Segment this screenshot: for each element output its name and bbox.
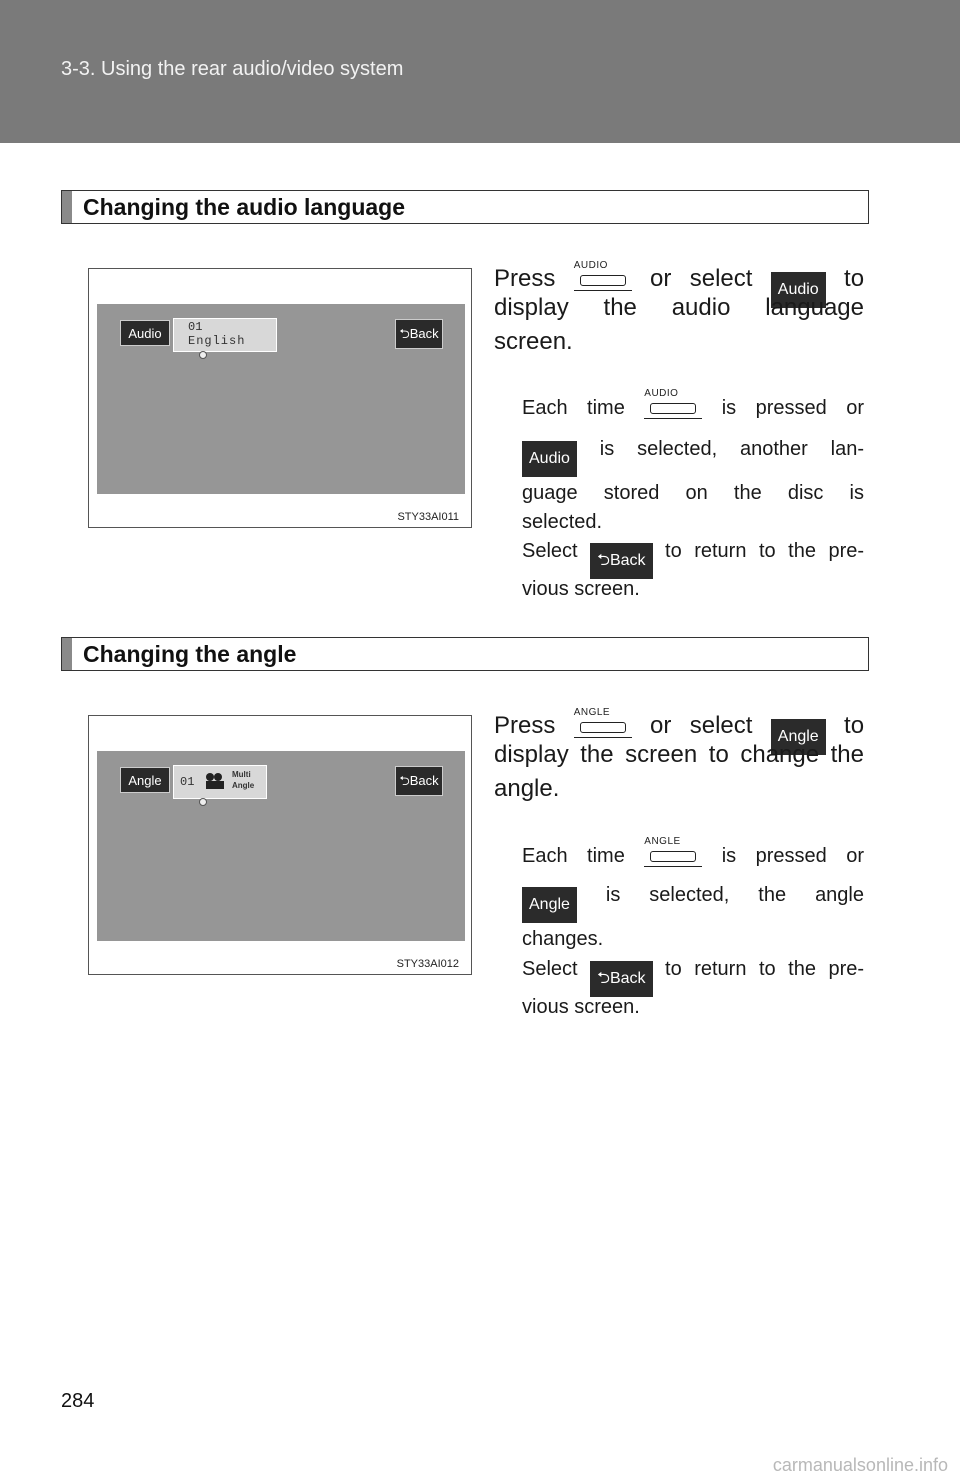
back-arrow-icon: ⮌ (399, 773, 410, 788)
osd-screen (97, 751, 465, 941)
osd-track-number: 01 (188, 320, 203, 334)
figure-audio-screen (88, 268, 472, 528)
osd-pointer (199, 798, 207, 806)
lead-paragraph-angle: Press ANGLE or select Angle to display the screen to change the angle. (494, 707, 865, 802)
back-screen-button-inline: ⮌Back (590, 543, 652, 579)
audio-screen-button-inline: Audio (522, 441, 577, 477)
osd-angle-number: 01 (180, 775, 195, 789)
back-screen-button-inline: ⮌Back (590, 961, 652, 997)
button-cap-icon (650, 403, 696, 414)
osd-audio-chip: Audio (120, 320, 170, 346)
osd-angle-label: Angle (232, 781, 255, 790)
section-title: Changing the angle (83, 641, 297, 667)
note-audio-cycle: Each time AUDIO is pressed or Audio is selected, another lan- guage stored on the disc is selected. (522, 388, 865, 533)
osd-language-panel (173, 318, 277, 352)
angle-screen-button-inline: Angle (522, 887, 577, 923)
page-header (0, 0, 960, 143)
osd-back-button: ⮌Back (395, 319, 443, 349)
osd-language-name: English (188, 334, 246, 348)
osd-multi-label: Multi (232, 770, 251, 779)
button-cap-icon (580, 275, 626, 286)
note-angle-back: Select ⮌Back to return to the pre- vious screen. (522, 958, 865, 1018)
watermark: carmanualsonline.info (772, 1455, 948, 1475)
note-angle-cycle: Each time ANGLE is pressed or Angle is selected, the angle changes. (522, 836, 865, 950)
back-arrow-icon: ⮌ (597, 970, 610, 987)
section-heading-audio-language (61, 190, 869, 224)
section-heading-angle (61, 637, 869, 671)
figure-angle-screen (88, 715, 472, 975)
page-number: 284 (61, 1390, 95, 1412)
osd-back-button: ⮌Back (395, 766, 443, 796)
section-title: Changing the audio language (83, 194, 405, 220)
osd-pointer (199, 351, 207, 359)
audio-hardware-button-inline: AUDIO (644, 388, 702, 420)
figure-id: STY33AI011 (397, 511, 459, 523)
osd-angle-chip: Angle (120, 767, 170, 793)
audio-screen-button: Audio (771, 272, 826, 308)
osd-angle-panel (173, 765, 267, 799)
camera-icon (204, 772, 226, 792)
angle-hardware-button-inline: ANGLE (644, 836, 702, 868)
heading-marker (62, 191, 72, 223)
button-cap-icon (650, 851, 696, 862)
back-arrow-icon: ⮌ (399, 326, 410, 341)
figure-id: STY33AI012 (396, 958, 459, 970)
osd-screen (97, 304, 465, 494)
angle-screen-button: Angle (771, 719, 826, 755)
back-arrow-icon: ⮌ (597, 552, 610, 569)
chapter-title: 3-3. Using the rear audio/video system (61, 58, 404, 80)
lead-paragraph-audio: Press AUDIO or select Audio to display the audio language screen. (494, 260, 865, 355)
button-cap-icon (580, 722, 626, 733)
audio-hardware-button: AUDIO (574, 260, 632, 292)
heading-marker (62, 638, 72, 670)
angle-hardware-button: ANGLE (574, 707, 632, 739)
note-audio-back: Select ⮌Back to return to the pre- vious screen. (522, 540, 865, 600)
